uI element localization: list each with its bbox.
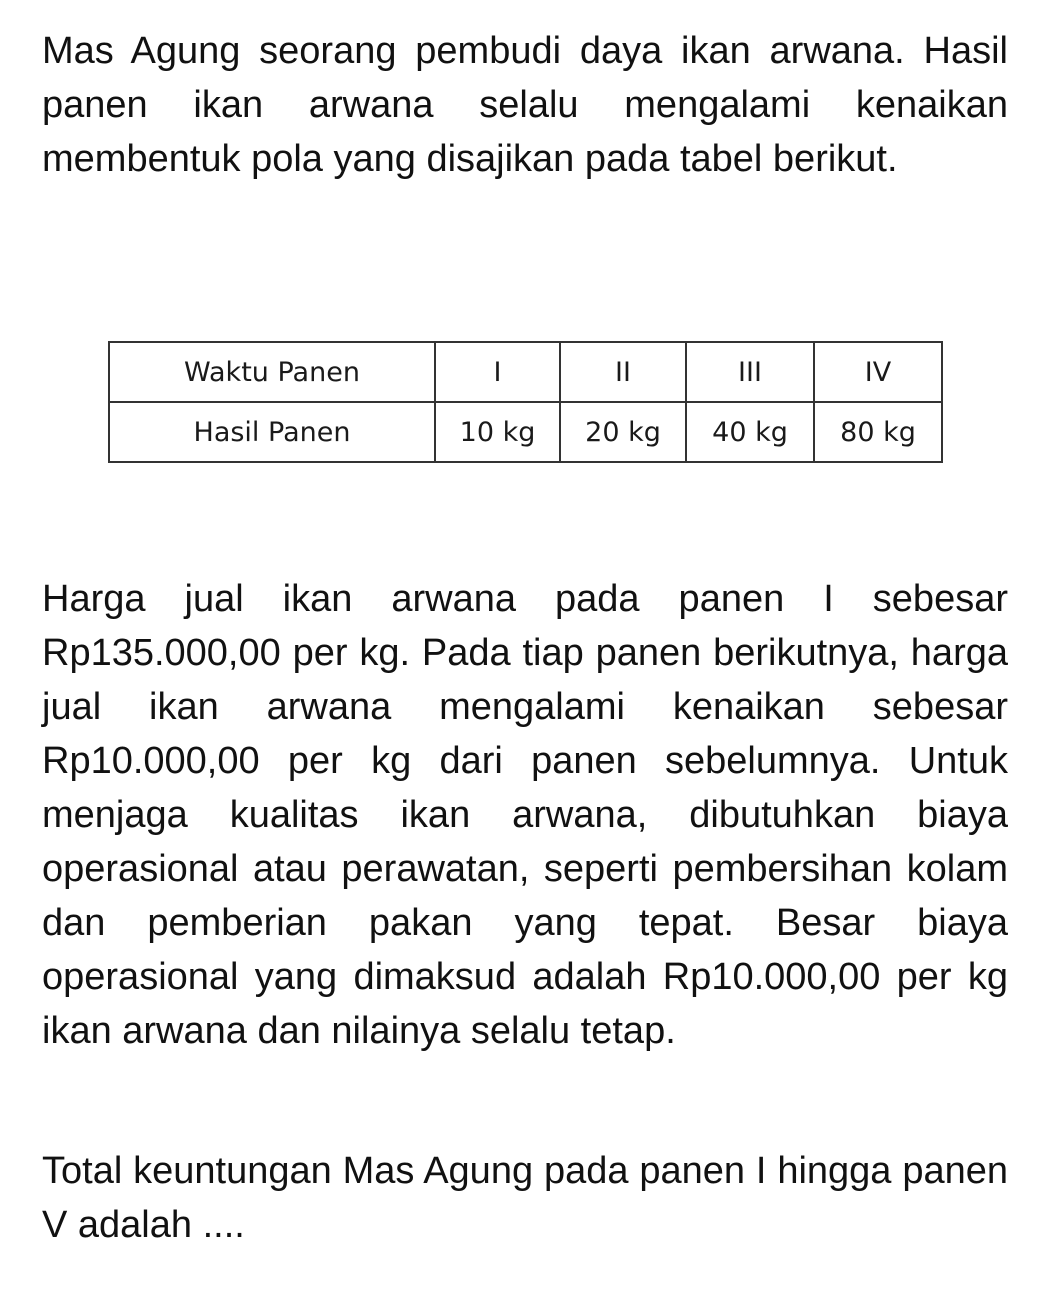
- yield-cell-1: 10 kg: [435, 402, 560, 462]
- price-paragraph: Harga jual ikan arwana pada panen I sebesar Rp135.000,00 per kg. Pada tiap panen berikutnya, harga jual ikan arwana mengalami kenaikan sebesar Rp10.000,00 per kg dari panen sebelumnya. Untuk menjaga kualitas ikan arwana, dibutuhkan biaya operasional atau perawatan, seperti pembersihan kolam dan pemberian pakan yang tepat. Besar biaya operasional yang dimaksud adalah Rp10.000,00 per kg ikan arwana dan nilainya selalu tetap.: [42, 578, 1008, 1052]
- period-cell-1: I: [435, 342, 560, 402]
- table-row-harvest-time: [109, 342, 942, 402]
- harvest-table: [108, 341, 943, 463]
- period-cell-4: IV: [814, 342, 942, 402]
- yield-cell-2: 20 kg: [560, 402, 686, 462]
- table-row-harvest-yield: [109, 402, 942, 462]
- period-cell-2: II: [560, 342, 686, 402]
- intro-paragraph: Mas Agung seorang pembudi daya ikan arwana. Hasil panen ikan arwana selalu mengalami kenaikan membentuk pola yang disajikan pada tabel berikut.: [42, 30, 1008, 180]
- yield-cell-4: 80 kg: [814, 402, 942, 462]
- harvest-yield-label: Hasil Panen: [109, 402, 435, 462]
- yield-cell-3: 40 kg: [686, 402, 814, 462]
- harvest-time-label: Waktu Panen: [109, 342, 435, 402]
- period-cell-3: III: [686, 342, 814, 402]
- question-paragraph: Total keuntungan Mas Agung pada panen I hingga panen V adalah ....: [42, 1150, 1008, 1246]
